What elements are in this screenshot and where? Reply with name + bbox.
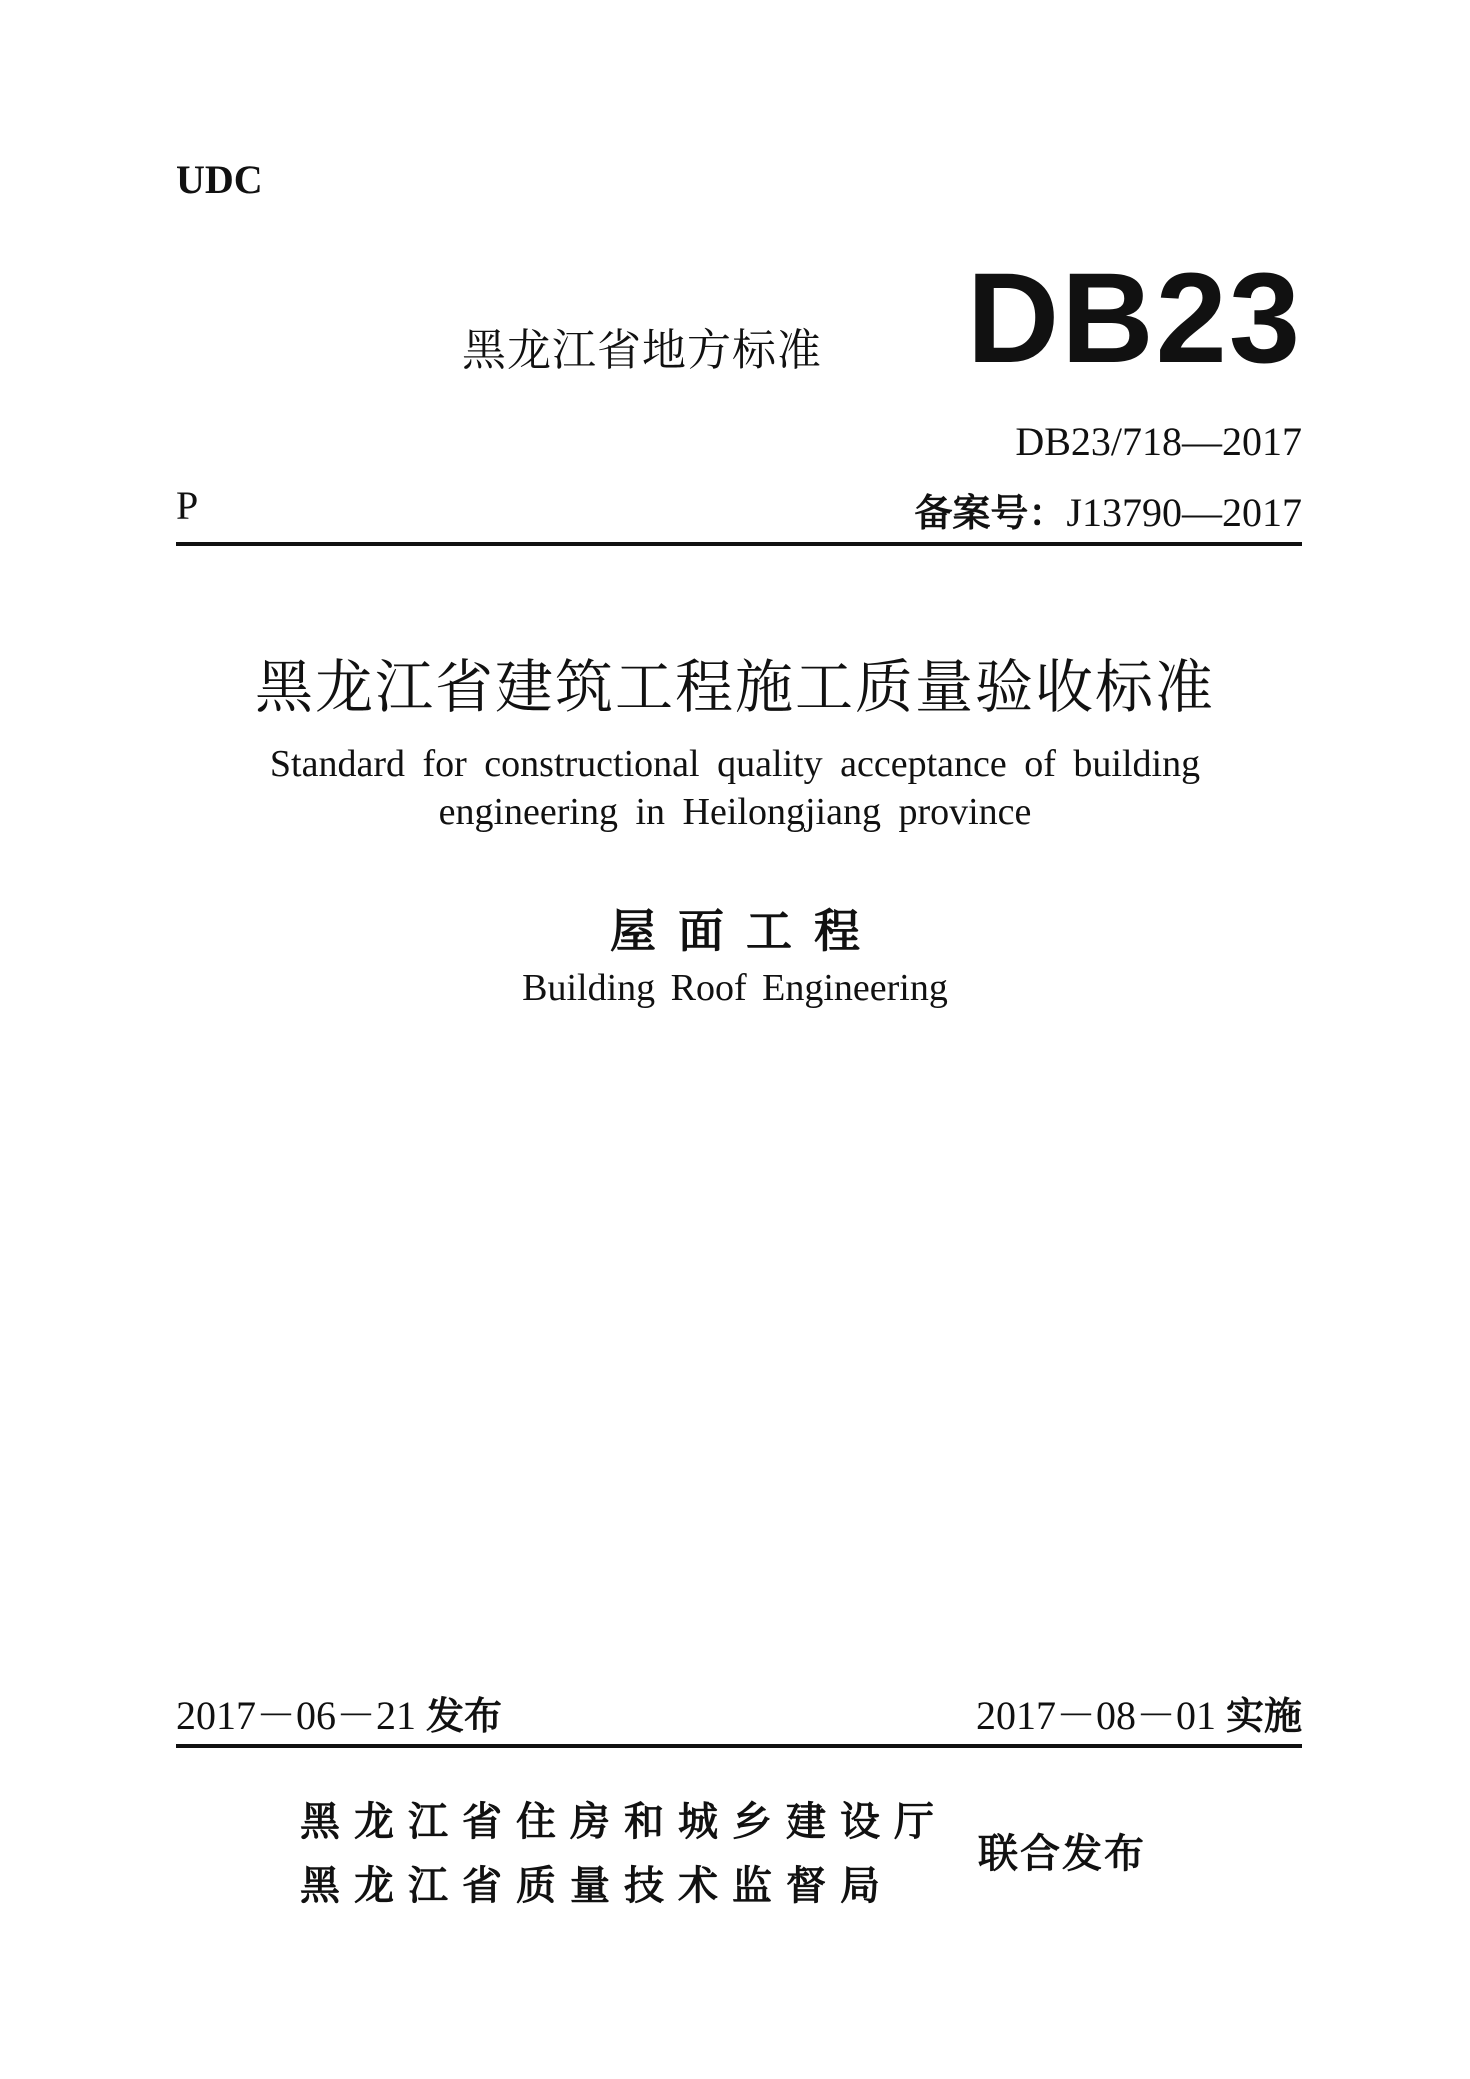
issue-date: 2017－06－21: [176, 1693, 416, 1738]
title-chinese: 黑龙江省建筑工程施工质量验收标准: [254, 653, 1215, 721]
issuers-block: [300, 1790, 948, 1918]
record-number: J13790—2017: [1066, 490, 1302, 535]
issue-label: 发布: [426, 1694, 503, 1738]
standard-number: DB23/718—2017: [1015, 419, 1302, 464]
issuer-2: 黑龙江省质量技术监督局: [300, 1863, 894, 1909]
classification-code: P: [176, 483, 199, 528]
issue-date-line: [176, 1684, 502, 1741]
subtitle-chinese: 屋面工程: [610, 904, 882, 958]
issuer-1: 黑龙江省住房和城乡建设厅: [300, 1799, 948, 1845]
local-standard-label: 黑龙江省地方标准: [462, 325, 822, 376]
effective-date-line: [976, 1684, 1302, 1741]
title-english-line-2: engineering in Heilongjiang province: [438, 791, 1032, 833]
title-english: [0, 740, 1470, 836]
subtitle-english: Building Roof Engineering: [522, 967, 948, 1009]
standard-code: DB23: [966, 247, 1302, 390]
effective-label: 实施: [1225, 1694, 1302, 1738]
record-number-line: [914, 482, 1302, 537]
effective-date: 2017－08－01: [975, 1693, 1216, 1738]
bottom-divider: [176, 1744, 1302, 1748]
joint-issue-label: 联合发布: [978, 1831, 1146, 1877]
top-divider: [176, 542, 1302, 546]
record-label: 备案号：: [914, 491, 1067, 535]
title-english-line-1: Standard for constructional quality acceptance of building: [269, 743, 1201, 785]
udc-label: UDC: [176, 157, 263, 202]
